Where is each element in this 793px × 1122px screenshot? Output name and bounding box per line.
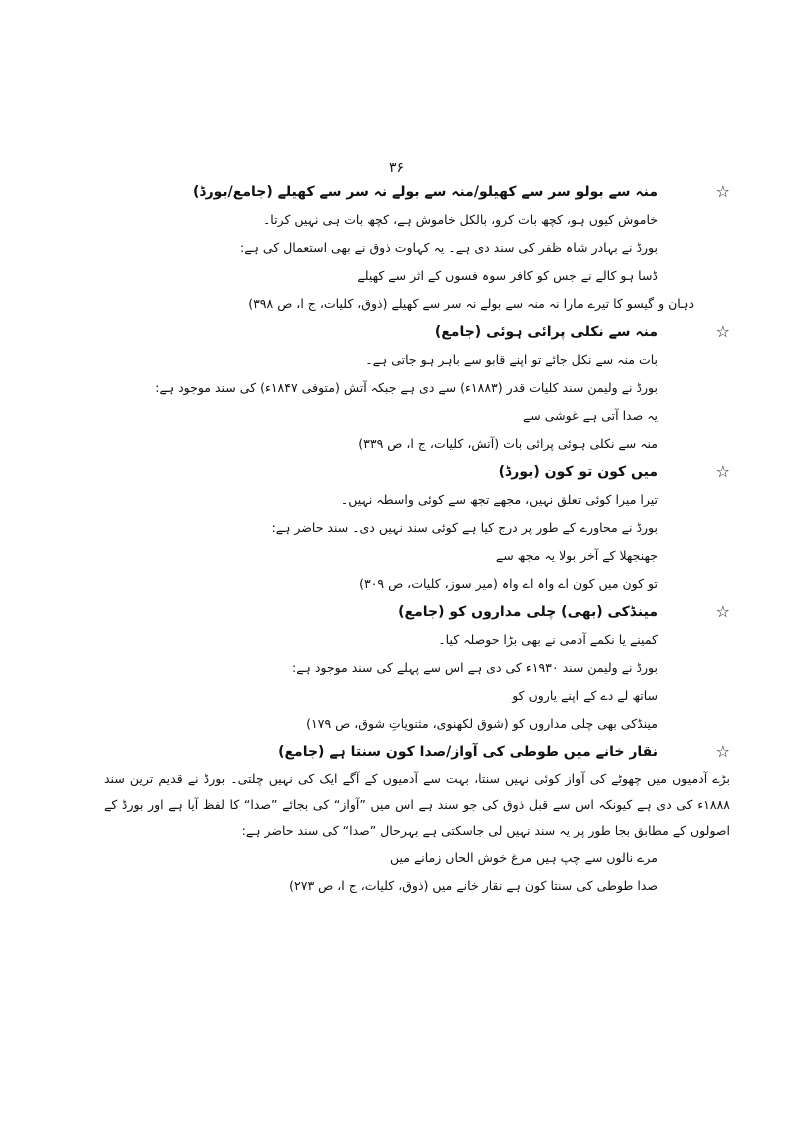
verse-line: جھنجھلا کے آخر بولا یہ مجھ سے [495,548,658,563]
verse-line: صدا طوطی کی سنتا کون ہے نقار خانے میں (ذوق، کلیات، ج ا، ص ۲۷۳) [289,878,658,893]
note-line: بورڈ نے ولیمن سند کلیات قدر (۱۸۸۳ء) سے دی ہے جبکہ آتش (متوفی ۱۸۴۷ء) کی سند موجود ہے: [155,380,658,395]
entry-heading [104,598,730,626]
entry [104,738,730,900]
star-outline-icon: ☆ [715,602,730,621]
entry-heading-text: نقار خانے میں طوطی کی آواز/صدا کون سنتا ہے (جامع) [278,744,658,760]
note-line: بورڈ نے محاورے کے طور پر درج کیا ہے کوئی سند نہیں دی۔ سند حاضر ہے: [271,520,658,535]
entry [104,318,730,458]
meaning-line: تیرا میرا کوئی تعلق نہیں، مجھے تجھ سے کوئی واسطہ نہیں۔ [340,492,658,507]
entry-heading-text: منہ سے نکلی پرائی ہوئی (جامع) [434,324,658,340]
meaning-line: کمینے یا نکمے آدمی نے بھی بڑا حوصلہ کیا۔ [438,632,658,647]
verse-line: مینڈکی بھی چلی مداروں کو (شوق لکھنوی، مثنویاتِ شوق، ص ۱۷۹) [306,716,658,731]
meaning-line: بات منہ سے نکل جائے تو اپنے قابو سے باہر ہو جاتی ہے۔ [365,352,658,367]
entry-heading-text: میں کون تو کون (بورڈ) [498,464,658,480]
note-line: بورڈ نے ولیمن سند ۱۹۳۰ء کی دی ہے اس سے پہلے کی سند موجود ہے: [292,660,658,675]
star-outline-icon: ☆ [715,742,730,761]
verse-line: منہ سے نکلی ہوئی پرائی بات (آتش، کلیات، ج ا، ص ۳۳۹) [358,436,658,451]
entry [104,178,730,318]
note-line: بورڈ نے بہادر شاہ ظفر کی سند دی ہے۔ یہ کہاوت ذوق نے بھی استعمال کی ہے: [240,240,658,255]
verse-line: ساتھ لے دے کے اپنے یاروں کو [512,688,658,703]
verse-line: تو کون میں کون اے واہ اے واہ (میر سوز، کلیات، ص ۳۰۹) [359,576,658,591]
entry-heading [104,318,730,346]
page-number: ۳۶ [388,160,405,176]
star-outline-icon: ☆ [715,182,730,201]
verse-line: مرے نالوں سے چپ ہیں مرغ خوش الحاں زمانے میں [390,850,658,865]
entry-heading-text: منہ سے بولو سر سے کھیلو/منہ سے بولے نہ سر سے کھیلے (جامع/بورڈ) [192,184,658,200]
verse-line: یہ صدا آتی ہے غوشی سے [522,408,658,423]
verse-line: دہان و گیسو کا تیرے مارا نہ منہ سے بولے نہ سر سے کھیلے (ذوق، کلیات، ج ا، ص ۳۹۸) [248,296,694,311]
entry-heading [104,178,730,206]
star-outline-icon: ☆ [715,322,730,341]
document-body [104,178,730,900]
explanation-paragraph: بڑے آدمیوں میں چھوٹے کی آواز کوئی نہیں سنتا، بہت سے آدمیوں کے آگے ایک کی نہیں چلتی۔ بورڈ نے قدیم ترین سند ۱۸۸۸ء کی دی ہے کیونکہ اس سے قبل ذوق کی جو سند ہے اس میں ”آواز“ کی بجائے ”صدا“ کا لفظ آیا ہے اور بورڈ کے اصولوں کے مطابق بجا طور پر یہ سند نہیں لی جاسکتی ہے بہرحال ”صدا“ کی سند حاضر ہے: [104,771,730,838]
verse-line: ڈسا ہو کالے نے جس کو کافر سوہ فسوں کے اثر سے کھیلے [357,268,658,283]
entry [104,458,730,598]
entry-heading [104,738,730,766]
meaning-line: خاموش کیوں ہو، کچھ بات کرو، بالکل خاموش ہے، کچھ بات ہی نہیں کرتا۔ [262,212,658,227]
entry [104,598,730,738]
entry-heading [104,458,730,486]
star-outline-icon: ☆ [715,462,730,481]
entry-heading-text: مینڈکی (بھی) چلی مداروں کو (جامع) [398,604,658,620]
